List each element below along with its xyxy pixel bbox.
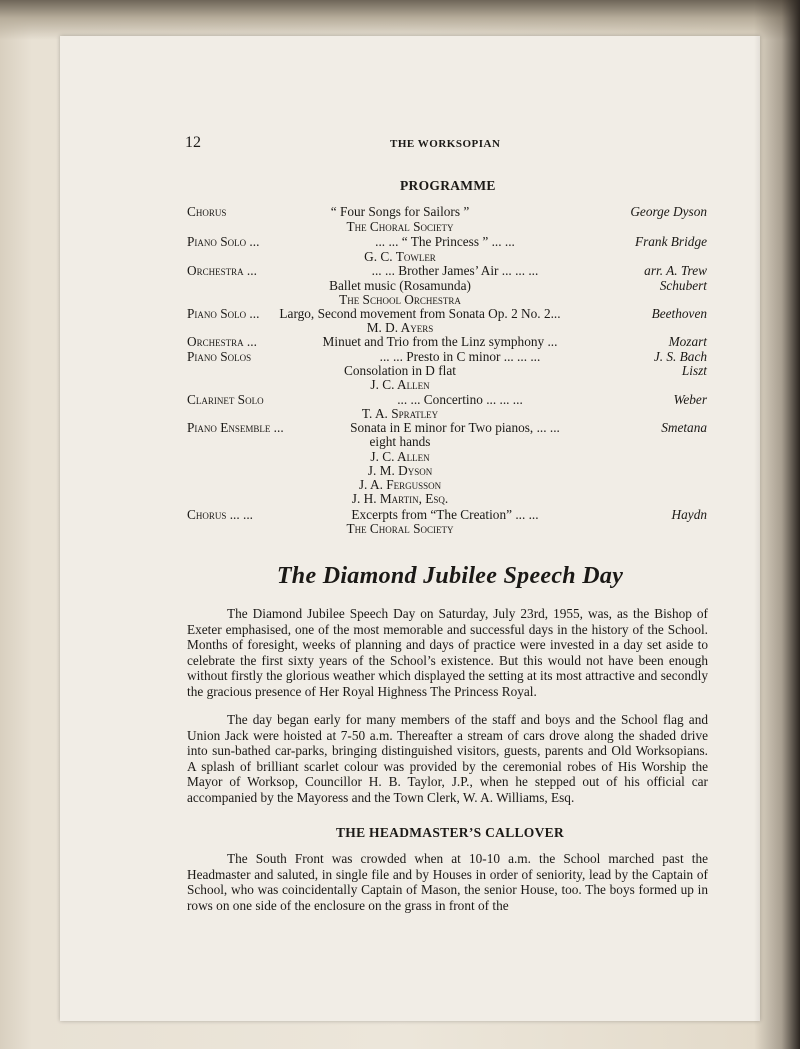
programme-composer: Smetana — [661, 420, 707, 435]
programme-performer: J. H. Martin, Esq. — [351, 491, 449, 506]
programme-item-title: Consolation in D flat — [344, 363, 456, 378]
programme-line — [0, 478, 800, 492]
programme-composer: Liszt — [681, 363, 707, 378]
programme-composer: Beethoven — [651, 306, 707, 321]
top-edge-shadow — [0, 0, 800, 40]
programme-item-title: “ Four Songs for Sailors ” — [330, 204, 470, 219]
programme-item-label: Orchestra ... — [187, 334, 257, 349]
programme-performer: The Choral Society — [346, 521, 454, 536]
programme-item-title: ... ... “ The Princess ” ... ... — [375, 234, 515, 249]
programme-line — [0, 522, 800, 536]
programme-performer: J. M. Dyson — [367, 463, 433, 478]
programme-line — [0, 279, 800, 293]
programme-item-label: Piano Solos — [187, 349, 252, 364]
programme-performer: The Choral Society — [346, 219, 454, 234]
programme-performer: T. A. Spratley — [361, 406, 439, 421]
programme-line — [0, 421, 800, 435]
programme-title: PROGRAMME — [400, 178, 496, 193]
article-paragraph: The South Front was crowded when at 10-10 a.m. the School marched past the Headmaster and saluted, in single file and by Houses in order of seniority, lead by the Captain of School, who was coincidentally Captain of Mason, the senior House, too. The boys formed up in rows on one side of the enclosure on the grass in front of the — [187, 851, 708, 913]
article-paragraph: The day began early for many members of the staff and boys and the School flag and Union Jack were hoisted at 7-50 a.m. Thereafter a stream of cars drove along the shaded drive into sun-bathed car-parks, bringing distinguished visitors, guests, parents and Old Worksopians. A splash of brilliant scarlet colour was provided by the ceremonial robes of His Worship the Mayor of Worksop, Councillor H. B. Taylor, J.P., when he stepped out of his official car accompanied by the Mayoress and the Town Clerk, W. A. Williams, Esq. — [187, 712, 708, 805]
programme-item-title: Largo, Second movement from Sonata Op. 2 No. 2... — [279, 306, 561, 321]
programme-item-label: Chorus ... ... — [187, 507, 253, 522]
programme-composer: Haydn — [671, 507, 707, 522]
programme-line — [0, 464, 800, 478]
programme-line — [0, 264, 800, 278]
programme-item-title: eight hands — [369, 434, 431, 449]
programme-line — [0, 378, 800, 392]
programme-item-title: Ballet music (Rosamunda) — [329, 278, 471, 293]
programme-item-label: Piano Solo ... — [187, 234, 260, 249]
programme-item-label: Piano Ensemble ... — [187, 420, 284, 435]
article-paragraph: The Diamond Jubilee Speech Day on Saturday, July 23rd, 1955, was, as the Bishop of Exeter emphasised, one of the most memorable and successful days in the history of the School. Months of foresight, weeks of planning and days of practice were invested in a day set aside to celebrate the first sixty years of the School’s existence. But this would not have been enough without firstly the glorious weather which displayed the setting at its most attractive and secondly the gracious presence of Her Royal Highness The Princess Royal. — [187, 606, 708, 699]
programme-item-title: ... ... Concertino ... ... ... — [397, 392, 523, 407]
programme-line — [0, 450, 800, 464]
programme-performer: J. C. Allen — [370, 449, 430, 464]
programme-item-title: ... ... Presto in C minor ... ... ... — [379, 349, 541, 364]
programme-line — [0, 435, 800, 449]
programme-item-title: Sonata in E minor for Two pianos, ... ... — [350, 420, 560, 435]
article-title: The Diamond Jubilee Speech Day — [276, 563, 624, 589]
programme-item-label: Piano Solo ... — [187, 306, 260, 321]
programme-item-label: Clarinet Solo — [187, 392, 264, 407]
programme-performer: J. C. Allen — [370, 377, 430, 392]
programme-item-title: Excerpts from “The Creation” ... ... — [351, 507, 539, 522]
programme-line — [0, 307, 800, 321]
programme-composer: J. S. Bach — [653, 349, 707, 364]
programme-composer: George Dyson — [630, 204, 707, 219]
programme-line — [0, 205, 800, 219]
programme-line — [0, 321, 800, 335]
programme-performer: The School Orchestra — [339, 292, 461, 307]
programme-composer: Schubert — [659, 278, 707, 293]
programme-line — [0, 350, 800, 364]
programme-performer: J. A. Fergusson — [358, 477, 442, 492]
programme-line — [0, 407, 800, 421]
running-head: THE WORKSOPIAN — [390, 138, 501, 150]
programme-line — [0, 335, 800, 349]
programme-item-label: Orchestra ... — [187, 263, 257, 278]
programme-line — [0, 393, 800, 407]
programme-line — [0, 364, 800, 378]
programme-composer: arr. A. Trew — [644, 263, 707, 278]
section-subheading: THE HEADMASTER’S CALLOVER — [335, 825, 565, 840]
programme-line — [0, 508, 800, 522]
page-number: 12 — [185, 134, 201, 151]
programme-line — [0, 250, 800, 264]
programme-performer: G. C. Towler — [364, 249, 436, 264]
programme-composer: Weber — [673, 392, 707, 407]
programme-item-label: Chorus — [187, 204, 227, 219]
programme-composer: Frank Bridge — [634, 234, 707, 249]
programme-line — [0, 220, 800, 234]
programme-line — [0, 293, 800, 307]
programme-line — [0, 492, 800, 506]
programme-line — [0, 235, 800, 249]
programme-item-title: ... ... Brother James’ Air ... ... ... — [371, 263, 539, 278]
programme-performer: M. D. Ayers — [366, 320, 434, 335]
programme-composer: Mozart — [668, 334, 707, 349]
programme-item-title: Minuet and Trio from the Linz symphony ... — [322, 334, 558, 349]
